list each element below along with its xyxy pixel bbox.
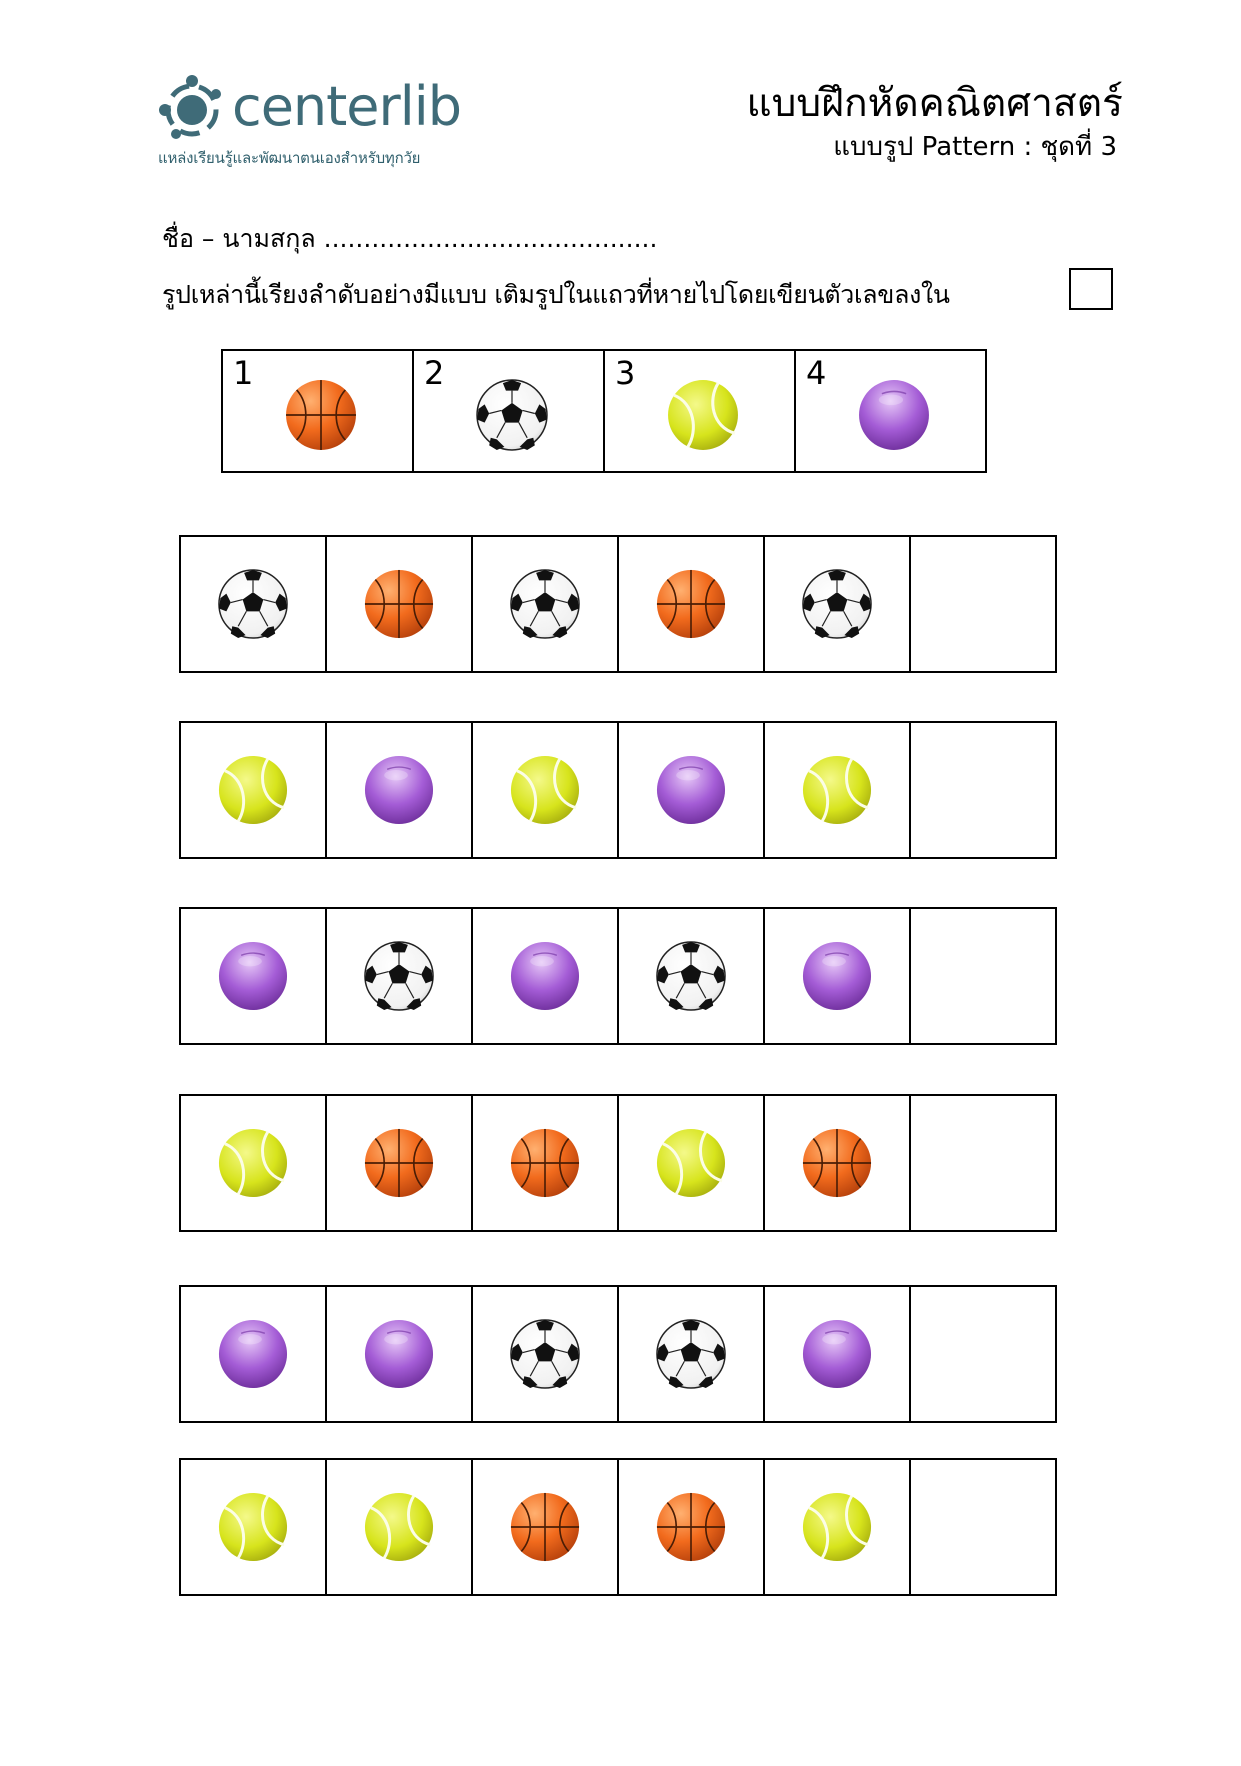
pattern-cell (473, 1096, 619, 1230)
legend-number: 1 (233, 354, 254, 392)
pattern-row-4 (179, 1094, 1057, 1232)
legend-cell-2 (414, 351, 605, 471)
pattern-cell (765, 1460, 911, 1594)
pattern-cell (619, 1096, 765, 1230)
soccer-ball-icon (508, 1317, 582, 1391)
soccer-ball-icon (362, 939, 436, 1013)
pattern-cell (181, 723, 327, 857)
answer-cell[interactable] (911, 537, 1055, 671)
answer-cell[interactable] (911, 723, 1055, 857)
pattern-row-2 (179, 721, 1057, 859)
answer-cell[interactable] (911, 1096, 1055, 1230)
pattern-cell (181, 1287, 327, 1421)
pattern-cell (765, 537, 911, 671)
purple-ball-icon (800, 1317, 874, 1391)
soccer-ball-icon (654, 939, 728, 1013)
pattern-cell (327, 909, 473, 1043)
basketball-icon (800, 1126, 874, 1200)
basketball-icon (654, 567, 728, 641)
tennis-ball-icon (216, 1126, 290, 1200)
pattern-cell (473, 1287, 619, 1421)
purple-ball-icon (654, 753, 728, 827)
tennis-ball-icon (665, 377, 741, 453)
answer-cell[interactable] (911, 1287, 1055, 1421)
pattern-cell (327, 1096, 473, 1230)
basketball-icon (362, 1126, 436, 1200)
legend-number: 2 (424, 354, 445, 392)
basketball-icon (508, 1490, 582, 1564)
tennis-ball-icon (800, 753, 874, 827)
pattern-cell (327, 723, 473, 857)
pattern-cell (473, 723, 619, 857)
brand-name: centerlib (232, 75, 462, 138)
pattern-cell (619, 1287, 765, 1421)
instruction-text: รูปเหล่านี้เรียงลำดับอย่างมีแบบ เติมรูปในแถวที่หายไปโดยเขียนตัวเลขลงใน (162, 280, 950, 309)
tennis-ball-icon (508, 753, 582, 827)
basketball-icon (508, 1126, 582, 1200)
tennis-ball-icon (216, 753, 290, 827)
legend-number: 3 (615, 354, 636, 392)
pattern-cell (181, 909, 327, 1043)
tennis-ball-icon (362, 1490, 436, 1564)
purple-ball-icon (856, 377, 932, 453)
tennis-ball-icon (654, 1126, 728, 1200)
answer-box-example (1069, 268, 1113, 310)
pattern-row-6 (179, 1458, 1057, 1596)
answer-cell[interactable] (911, 909, 1055, 1043)
centerlib-logo-icon (156, 70, 228, 142)
tennis-ball-icon (216, 1490, 290, 1564)
soccer-ball-icon (654, 1317, 728, 1391)
pattern-cell (619, 1460, 765, 1594)
purple-ball-icon (508, 939, 582, 1013)
pattern-cell (181, 1096, 327, 1230)
basketball-icon (283, 377, 359, 453)
pattern-cell (765, 1096, 911, 1230)
basketball-icon (654, 1490, 728, 1564)
pattern-cell (765, 909, 911, 1043)
pattern-cell (181, 1460, 327, 1594)
pattern-cell (473, 537, 619, 671)
purple-ball-icon (800, 939, 874, 1013)
brand-logo (156, 70, 496, 170)
legend-cell-1 (223, 351, 414, 471)
answer-cell[interactable] (911, 1460, 1055, 1594)
purple-ball-icon (362, 753, 436, 827)
pattern-cell (327, 1460, 473, 1594)
soccer-ball-icon (216, 567, 290, 641)
soccer-ball-icon (508, 567, 582, 641)
name-line[interactable]: ชื่อ – นามสกุล .......................................... (162, 224, 658, 253)
tennis-ball-icon (800, 1490, 874, 1564)
legend-table (221, 349, 987, 473)
pattern-cell (473, 909, 619, 1043)
legend-cell-3 (605, 351, 796, 471)
legend-number: 4 (806, 354, 827, 392)
pattern-cell (765, 723, 911, 857)
pattern-cell (473, 1460, 619, 1594)
pattern-cell (765, 1287, 911, 1421)
pattern-cell (327, 1287, 473, 1421)
soccer-ball-icon (800, 567, 874, 641)
legend-cell-4 (796, 351, 985, 471)
pattern-cell (619, 537, 765, 671)
pattern-cell (619, 723, 765, 857)
pattern-cell (619, 909, 765, 1043)
purple-ball-icon (216, 1317, 290, 1391)
basketball-icon (362, 567, 436, 641)
pattern-row-3 (179, 907, 1057, 1045)
pattern-cell (181, 537, 327, 671)
brand-tagline: แหล่งเรียนรู้และพัฒนาตนเองสำหรับทุกวัย (158, 149, 421, 167)
pattern-cell (327, 537, 473, 671)
soccer-ball-icon (474, 377, 550, 453)
purple-ball-icon (216, 939, 290, 1013)
pattern-row-1 (179, 535, 1057, 673)
pattern-row-5 (179, 1285, 1057, 1423)
page-title: แบบฝึกหัดคณิตศาสตร์ (746, 81, 1123, 126)
page-subtitle: แบบรูป Pattern : ชุดที่ 3 (833, 132, 1117, 162)
purple-ball-icon (362, 1317, 436, 1391)
